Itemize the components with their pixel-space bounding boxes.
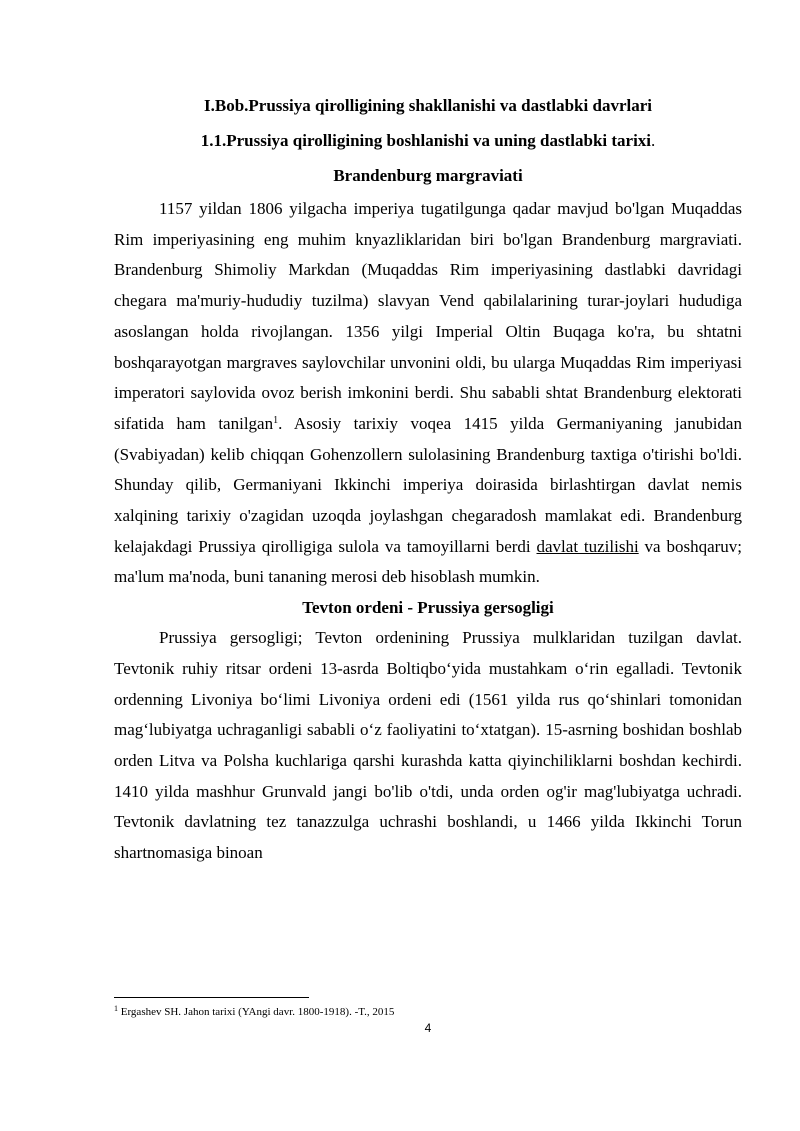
footnote-separator — [114, 997, 309, 998]
footnote-text: Ergashev SH. Jahon tarixi (YAngi davr. 1800-1918). -T., 2015 — [118, 1006, 395, 1018]
paragraph-brandenburg — [114, 194, 742, 593]
subheading-brandenburg: Brandenburg margraviati — [333, 166, 523, 185]
paragraph-1-part-c: va boshqaruv; ma'lum ma'noda, buni tananing merosi deb hisoblash mumkin. — [114, 536, 743, 587]
footnote — [114, 1005, 742, 1019]
footnote-number: 1 — [114, 1004, 118, 1013]
page-number: 4 — [424, 1021, 432, 1035]
paragraph-prussiya-gersogligi: Prussiya gersogligi; Tevton ordenining Prussiya mulklaridan tuzilgan davlat. Tevtonik ruhiy ritsar ordeni 13-asrda Boltiqbo‘yida mustahkam o‘rin egalladi. Tevtonik ordenning Livoniya bo‘limi Livoniya ordeni edi (1561 yilda rus qo‘shinlari tomonidan mag‘lubiyatga uchraganligi sababli o‘z faoliyatini to‘xtatgan). 15-asrning boshidan boshlab orden Litva va Polsha kuchlariga qarshi kurashda katta qiyinchiliklarni boshdan kechirdi. 1410 yilda mashhur Grunvald jangi bo'lib o'tdi, unda orden og'ir mag'lubiyatga uchradi. Tevtonik davlatning tez tanazzulga uchrashi boshlandi, u 1466 yilda Ikkinchi Torun shartnomasiga binoan — [114, 628, 742, 863]
section-title — [114, 129, 742, 153]
paragraph-1-part-b: . Asosiy tarixiy voqea 1415 yilda Germaniyaning janubidan (Svabiyadan) kelib chiqqan Gohenzollern sulolasining Brandenburg taxtiga o'tirishi bo'ldi. Shunday qilib, Germaniyani Ikkinchi imperiya doirasida birlashtirgan davlat nemis xalqining tarixiy o'zagidan uzoqda joylashgan chegaradosh mamlakat edi. Brandenburg kelajakdagi Prussiya qirolligiga sulola va tamoyillarni berdi — [114, 413, 742, 556]
footnote-reference[interactable]: 1 — [273, 414, 279, 426]
paragraph-1-part-a: 1157 yildan 1806 yilgacha imperiya tugatilgunga qadar mavjud bo'lgan Muqaddas Rim imperiyasining eng muhim knyazliklaridan biri bo'lgan Brandenburg margraviati. Brandenburg Shimoliy Markdan (Muqaddas Rim imperiyasining dastlabki davridagi chegara ma'muriy-hududiy tuzilma) slavyan Vend qabilalarining turar-joylari hududiga asoslangan holda rivojlangan. 1356 yilgi Imperial Oltin Buqaga ko'ra, bu shtatni boshqarayotgan margraves saylovchilar unvonini oldi, bu ularga Muqaddas Rim imperiyasi imperatori saylovida ovoz berish imkonini berdi. Shu sababli shtat Brandenburg elektorati sifatida ham tanilgan — [114, 199, 742, 433]
page-content — [114, 94, 742, 869]
subheading-tevton: Tevton ordeni - Prussiya gersogligi — [302, 598, 554, 618]
chapter-title: I.Bob.Prussiya qirolligining shakllanishi va dastlabki davrlari — [204, 96, 652, 115]
davlat-tuzilishi-link[interactable]: davlat tuzilishi — [536, 536, 639, 556]
section-title-period: . — [651, 131, 656, 150]
section-title-text: 1.1.Prussiya qirolligining boshlanishi va uning dastlabki tarixi — [200, 131, 652, 150]
